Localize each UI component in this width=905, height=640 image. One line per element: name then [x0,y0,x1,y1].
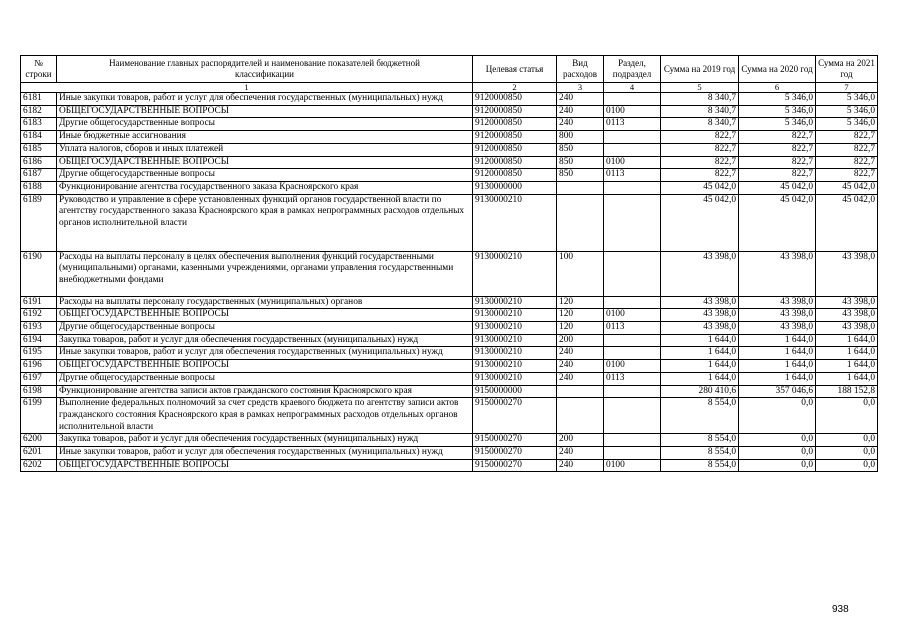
row-number: 6194 [21,334,57,347]
row-number: 6183 [21,118,57,131]
header-sum-2019: Сумма на 2019 год [661,56,739,83]
row-expense-type [557,181,604,194]
row-expense-type [557,194,604,251]
row-name: ОБЩЕГОСУДАРСТВЕННЫЕ ВОПРОСЫ [57,156,473,169]
row-expense-type: 100 [557,251,604,296]
column-number: 1 [21,83,473,93]
table-body [21,93,878,472]
row-sum-2020: 45 042,0 [739,181,816,194]
row-section: 0100 [604,459,661,472]
row-sum-2020: 43 398,0 [739,251,816,296]
row-sum-2021: 45 042,0 [816,194,878,251]
row-name: Другие общегосударственные вопросы [57,322,473,335]
row-sum-2020: 0,0 [739,447,816,460]
row-sum-2021: 0,0 [816,447,878,460]
row-target-article: 9150000270 [473,459,557,472]
table-row [21,360,878,373]
header-name [57,56,473,83]
table-row [21,372,878,385]
row-name: Выполнение федеральных полномочий за счет средств краевого бюджета по агентству записи актов гражданского состояния Красноярского края в рамках непрограммных расходов отдельных органов исполнительной власти [57,398,473,434]
table-row [21,459,878,472]
column-number: 6 [739,83,816,93]
row-sum-2021: 1 644,0 [816,360,878,373]
row-sum-2019: 822,7 [661,156,739,169]
row-number: 6189 [21,194,57,251]
row-name: Расходы на выплаты персоналу государственных (муниципальных) органов [57,296,473,309]
table-row [21,181,878,194]
row-target-article: 9130000210 [473,322,557,335]
header-sum-2020: Сумма на 2020 год [739,56,816,83]
row-number: 6186 [21,156,57,169]
row-name: ОБЩЕГОСУДАРСТВЕННЫЕ ВОПРОСЫ [57,309,473,322]
row-sum-2021: 43 398,0 [816,322,878,335]
table-row [21,434,878,447]
row-name: Другие общегосударственные вопросы [57,118,473,131]
header-vid: Вид расходов [557,56,604,83]
row-expense-type: 240 [557,93,604,106]
row-sum-2021: 43 398,0 [816,251,878,296]
row-sum-2019: 1 644,0 [661,347,739,360]
row-sum-2020: 822,7 [739,143,816,156]
row-section [604,93,661,106]
row-name: ОБЩЕГОСУДАРСТВЕННЫЕ ВОПРОСЫ [57,105,473,118]
row-expense-type: 850 [557,143,604,156]
row-sum-2019: 280 410,6 [661,385,739,398]
row-target-article: 9130000210 [473,360,557,373]
row-sum-2019: 43 398,0 [661,296,739,309]
row-expense-type: 200 [557,334,604,347]
row-name: Другие общегосударственные вопросы [57,169,473,182]
table-row [21,322,878,335]
row-number: 6193 [21,322,57,335]
row-target-article: 9130000210 [473,334,557,347]
row-name: Иные закупки товаров, работ и услуг для обеспечения государственных (муниципальных) нужд [57,447,473,460]
row-sum-2020: 0,0 [739,459,816,472]
row-target-article: 9120000850 [473,118,557,131]
column-number: 7 [816,83,878,93]
row-target-article: 9130000210 [473,251,557,296]
row-sum-2020: 5 346,0 [739,118,816,131]
row-section [604,434,661,447]
header-target: Целевая статья [473,56,557,83]
row-sum-2021: 0,0 [816,459,878,472]
row-expense-type: 240 [557,105,604,118]
table-row [21,143,878,156]
header-row [21,56,878,83]
row-number: 6188 [21,181,57,194]
row-expense-type: 240 [557,372,604,385]
row-section: 0100 [604,360,661,373]
header-name-line2: классификации [235,69,294,79]
row-sum-2019: 43 398,0 [661,322,739,335]
row-sum-2021: 0,0 [816,398,878,434]
row-sum-2019: 8 340,7 [661,118,739,131]
table-row [21,447,878,460]
row-sum-2021: 0,0 [816,434,878,447]
row-sum-2020: 43 398,0 [739,296,816,309]
row-number: 6190 [21,251,57,296]
row-target-article: 9150000270 [473,398,557,434]
row-name: Функционирование агентства записи актов гражданского состояния Красноярского края [57,385,473,398]
row-sum-2019: 8 554,0 [661,434,739,447]
row-number: 6182 [21,105,57,118]
table-row [21,309,878,322]
header-name-line1: Наименование главных распорядителей и наименование показателей бюджетной [109,58,420,68]
column-number-row [21,83,878,93]
row-name: ОБЩЕГОСУДАРСТВЕННЫЕ ВОПРОСЫ [57,459,473,472]
budget-table [20,55,878,472]
row-target-article: 9150000270 [473,447,557,460]
column-number: 3 [557,83,604,93]
row-sum-2019: 45 042,0 [661,181,739,194]
row-sum-2021: 5 346,0 [816,105,878,118]
row-section [604,347,661,360]
row-sum-2019: 8 340,7 [661,105,739,118]
table-row [21,398,878,434]
row-sum-2020: 0,0 [739,398,816,434]
row-target-article: 9120000850 [473,93,557,106]
table-row [21,169,878,182]
row-expense-type: 850 [557,156,604,169]
row-sum-2020: 45 042,0 [739,194,816,251]
row-section: 0100 [604,156,661,169]
row-target-article: 9130000210 [473,347,557,360]
row-sum-2019: 8 554,0 [661,398,739,434]
row-sum-2020: 822,7 [739,131,816,144]
row-number: 6192 [21,309,57,322]
row-sum-2021: 822,7 [816,156,878,169]
row-expense-type: 850 [557,169,604,182]
header-razdel: Раздел, подраздел [604,56,661,83]
row-section: 0100 [604,309,661,322]
row-target-article: 9130000210 [473,372,557,385]
row-number: 6185 [21,143,57,156]
header-num: № строки [21,56,57,83]
row-number: 6184 [21,131,57,144]
table-row [21,296,878,309]
row-section: 0113 [604,169,661,182]
row-sum-2021: 822,7 [816,169,878,182]
row-expense-type: 800 [557,131,604,144]
row-section [604,251,661,296]
row-sum-2021: 822,7 [816,131,878,144]
row-sum-2020: 1 644,0 [739,347,816,360]
row-name: Иные закупки товаров, работ и услуг для обеспечения государственных (муниципальных) нужд [57,93,473,106]
row-section: 0113 [604,372,661,385]
row-sum-2020: 5 346,0 [739,105,816,118]
row-target-article: 9120000850 [473,105,557,118]
table-row [21,105,878,118]
row-expense-type [557,385,604,398]
row-sum-2021: 43 398,0 [816,309,878,322]
row-target-article: 9130000210 [473,296,557,309]
row-section: 0113 [604,322,661,335]
row-sum-2019: 822,7 [661,169,739,182]
row-section: 0100 [604,105,661,118]
row-sum-2021: 43 398,0 [816,296,878,309]
row-sum-2019: 45 042,0 [661,194,739,251]
row-target-article: 9130000000 [473,181,557,194]
header-sum-2021: Сумма на 2021 год [816,56,878,83]
row-sum-2020: 43 398,0 [739,322,816,335]
row-sum-2019: 43 398,0 [661,251,739,296]
table-row [21,347,878,360]
row-section [604,385,661,398]
row-number: 6202 [21,459,57,472]
row-number: 6197 [21,372,57,385]
row-sum-2019: 822,7 [661,131,739,144]
row-sum-2019: 1 644,0 [661,334,739,347]
row-target-article: 9130000210 [473,194,557,251]
row-section [604,334,661,347]
row-expense-type: 120 [557,296,604,309]
table-row [21,118,878,131]
table-row [21,334,878,347]
row-expense-type: 120 [557,322,604,335]
row-name: Закупка товаров, работ и услуг для обеспечения государственных (муниципальных) нужд [57,434,473,447]
row-name: Функционирование агентства государственного заказа Красноярского края [57,181,473,194]
row-number: 6191 [21,296,57,309]
row-name: Закупка товаров, работ и услуг для обеспечения государственных (муниципальных) нужд [57,334,473,347]
row-sum-2019: 8 554,0 [661,447,739,460]
table-row [21,251,878,296]
row-target-article: 9120000850 [473,169,557,182]
row-sum-2021: 1 644,0 [816,347,878,360]
row-name: ОБЩЕГОСУДАРСТВЕННЫЕ ВОПРОСЫ [57,360,473,373]
row-sum-2019: 8 554,0 [661,459,739,472]
row-section [604,181,661,194]
row-expense-type [557,398,604,434]
row-name: Руководство и управление в сфере установленных функций органов государственной власти по агентству государственного заказа Красноярского края в рамках непрограммных расходов отдельных органов исполнительной власти [57,194,473,251]
row-expense-type: 120 [557,309,604,322]
column-number: 4 [604,83,661,93]
row-target-article: 9120000850 [473,131,557,144]
table-row [21,385,878,398]
row-sum-2020: 1 644,0 [739,360,816,373]
row-section [604,398,661,434]
row-sum-2021: 45 042,0 [816,181,878,194]
row-sum-2021: 5 346,0 [816,93,878,106]
row-sum-2019: 1 644,0 [661,372,739,385]
row-number: 6181 [21,93,57,106]
row-section: 0113 [604,118,661,131]
row-sum-2020: 5 346,0 [739,93,816,106]
row-sum-2020: 822,7 [739,156,816,169]
row-expense-type: 240 [557,447,604,460]
row-sum-2020: 43 398,0 [739,309,816,322]
row-sum-2020: 357 046,6 [739,385,816,398]
row-number: 6187 [21,169,57,182]
column-number: 5 [661,83,739,93]
row-target-article: 9120000850 [473,143,557,156]
row-number: 6200 [21,434,57,447]
row-sum-2020: 1 644,0 [739,372,816,385]
row-sum-2020: 1 644,0 [739,334,816,347]
row-sum-2021: 188 152,8 [816,385,878,398]
row-sum-2021: 5 346,0 [816,118,878,131]
row-target-article: 9130000210 [473,309,557,322]
row-name: Иные бюджетные ассигнования [57,131,473,144]
row-target-article: 9150000000 [473,385,557,398]
row-expense-type: 240 [557,347,604,360]
row-name: Другие общегосударственные вопросы [57,372,473,385]
table-row [21,156,878,169]
row-sum-2019: 8 340,7 [661,93,739,106]
row-expense-type: 200 [557,434,604,447]
row-name: Расходы на выплаты персоналу в целях обеспечения выполнения функций государственными (муниципальными) органами, казенными учреждениями, органами управления государственными внебюджетными фондами [57,251,473,296]
row-sum-2019: 43 398,0 [661,309,739,322]
row-number: 6198 [21,385,57,398]
row-section [604,131,661,144]
row-number: 6196 [21,360,57,373]
row-section [604,194,661,251]
row-target-article: 9150000270 [473,434,557,447]
row-sum-2021: 1 644,0 [816,372,878,385]
row-section [604,296,661,309]
table-row [21,93,878,106]
row-expense-type: 240 [557,459,604,472]
row-sum-2021: 822,7 [816,143,878,156]
row-expense-type: 240 [557,360,604,373]
row-sum-2020: 822,7 [739,169,816,182]
row-name: Иные закупки товаров, работ и услуг для обеспечения государственных (муниципальных) нужд [57,347,473,360]
row-number: 6201 [21,447,57,460]
row-sum-2019: 822,7 [661,143,739,156]
column-number: 2 [473,83,557,93]
table-row [21,194,878,251]
row-number: 6195 [21,347,57,360]
row-section [604,447,661,460]
row-sum-2019: 1 644,0 [661,360,739,373]
row-target-article: 9120000850 [473,156,557,169]
row-number: 6199 [21,398,57,434]
row-sum-2021: 1 644,0 [816,334,878,347]
row-sum-2020: 0,0 [739,434,816,447]
row-name: Уплата налогов, сборов и иных платежей [57,143,473,156]
row-expense-type: 240 [557,118,604,131]
row-section [604,143,661,156]
table-row [21,131,878,144]
page-number: 938 [832,604,849,615]
